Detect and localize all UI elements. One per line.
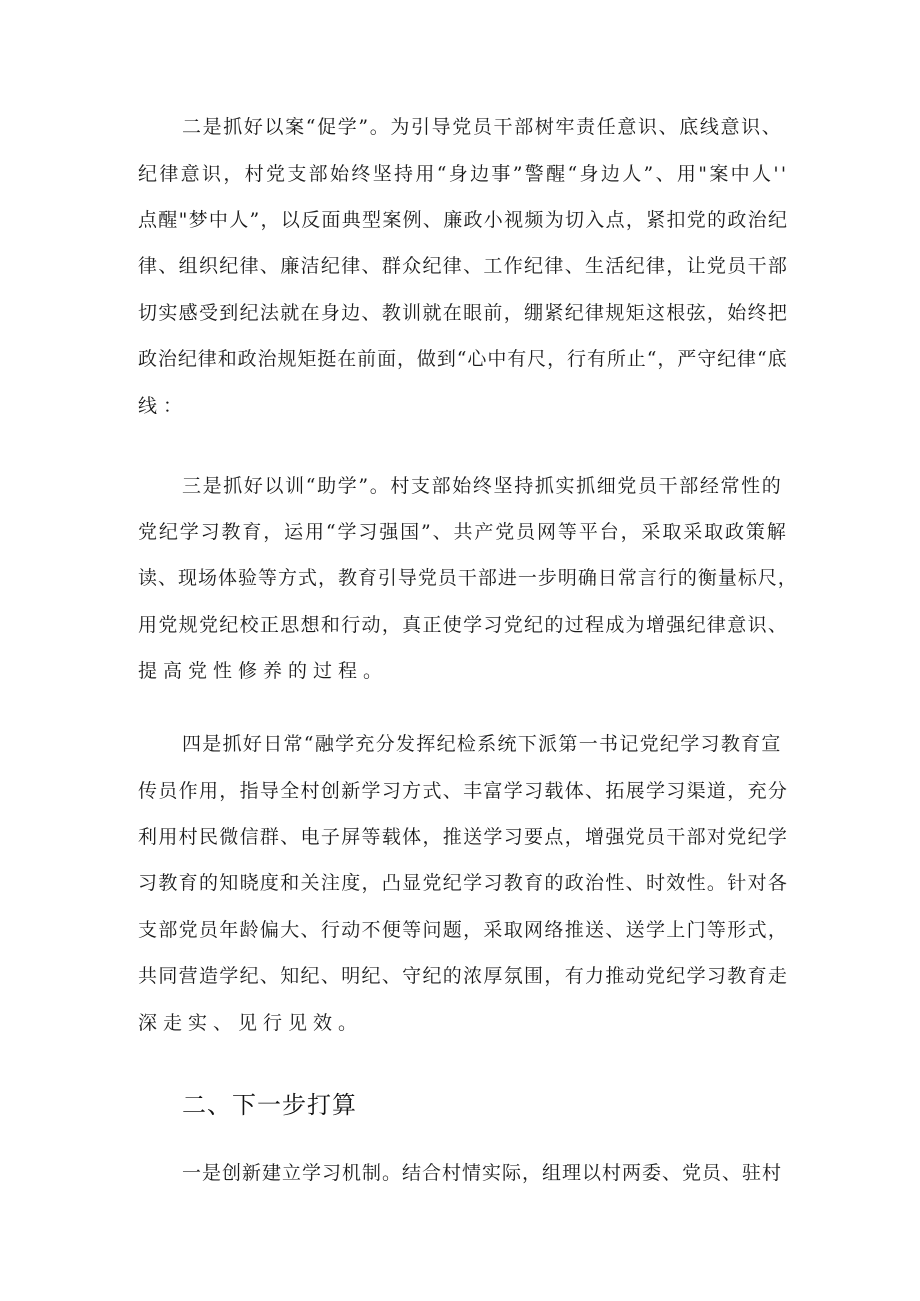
paragraph-line: 切实感受到纪法就在身边、教训就在眼前，绷紧纪律规矩这根弦，始终把: [138, 302, 789, 324]
paragraph-line: 线：: [138, 395, 189, 417]
paragraph-line: 点醒"梦中人”，以反面典型案例、廉政小视频为切入点，紧扣党的政治纪: [138, 209, 789, 231]
paragraph-line: 习教育的知晓度和关注度，凸显党纪学习教育的政治性、时效性。针对各: [138, 872, 789, 894]
paragraph-line: 利用村民微信群、电子屏等载体，推送学习要点，增强党员干部对党纪学: [138, 826, 789, 848]
section-heading: 二、下一步打算: [182, 1091, 357, 1119]
paragraph-line: 党纪学习教育，运用“学习强国”、共产党员网等平台，采取采取政策解: [138, 521, 788, 543]
paragraph-line: 一是创新建立学习机制。结合村情实际，组理以村两委、党员、驻村: [182, 1162, 783, 1184]
paragraph-line: 纪律意识，村党支部始终坚持用“身边事”警醒“身边人”、用"案中人'': [138, 163, 789, 185]
paragraph-line: 律、组织纪律、廉洁纪律、群众纪律、工作纪律、生活纪律，让党员干部: [138, 255, 789, 277]
paragraph-line: 共同营造学纪、知纪、明纪、守纪的浓厚氛围，有力推动党纪学习教育走: [138, 965, 789, 987]
paragraph-line: 二是抓好以案“促学”。为引导党员干部树牢责任意识、底线意识、: [182, 116, 783, 138]
paragraph-line: 三是抓好以训“助学”。村支部始终坚持抓实抓细党员干部经常性的: [182, 475, 783, 497]
paragraph-line: 用党规党纪校正思想和行动，真正使学习党纪的过程成为增强纪律意识、: [138, 614, 789, 636]
paragraph-line: 政治纪律和政治规矩挺在前面，做到“心中有尺，行有所止“，严守纪律“底: [138, 348, 788, 370]
paragraph-line: 提高党性修养的过程。: [138, 660, 389, 682]
paragraph-line: 读、现场体验等方式，教育引导党员干部进一步明确日常言行的衡量标尺，: [138, 567, 798, 589]
paragraph-line: 传员作用，指导全村创新学习方式、丰富学习载体、拓展学习渠道，充分: [138, 780, 789, 802]
paragraph-line: 四是抓好日常“融学充分发挥纪检系统下派第一书记党纪学习教育宣: [182, 733, 782, 755]
paragraph-line: 深走实、见行见效。: [138, 1012, 364, 1034]
paragraph-line: 支部党员年龄偏大、行动不便等问题，采取网络推送、送学上门等形式，: [138, 919, 789, 941]
